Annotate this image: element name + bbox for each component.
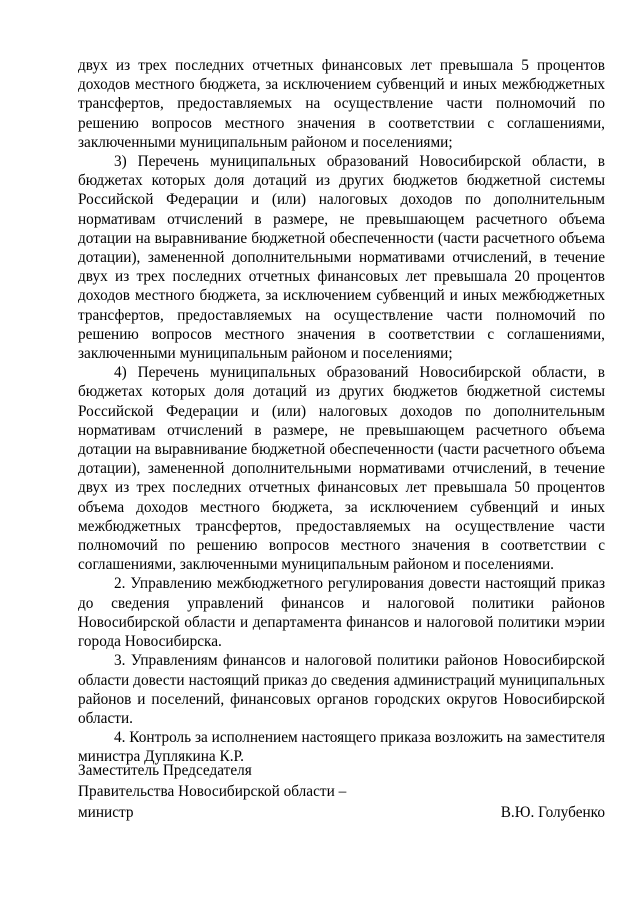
paragraph-item-4: 4. Контроль за исполнением настоящего приказа возложить на заместителя министра Дуплякина К.Р. [78, 729, 605, 766]
signature-block [78, 760, 605, 823]
signature-position-line-2: Правительства Новосибирской области – [78, 783, 347, 800]
paragraph-list-item-3: 3) Перечень муниципальных образований Новосибирской области, в бюджетах которых доля дотаций из других бюджетов бюджетной системы Российской Федерации и (или) налоговых доходов по дополнительным нормативам отчислений в размере, не превышающем расчетного объема дотации на выравнивание бюджетной обеспеченности (части расчетного объема дотации), замененной дополнительными нормативами отчислений, в течение двух из трех последних отчетных финансовых лет превышала 20 процентов доходов местного бюджета, за исключением субвенций и иных межбюджетных трансфертов, предоставляемых на осуществление части полномочий по решению вопросов местного значения в соответствии с соглашениями, заключенными муниципальным районом и поселениями; [78, 153, 605, 363]
paragraph-item-3: 3. Управлениям финансов и налоговой политики районов Новосибирской области довести настоящий приказ до сведения администраций муниципальных районов и поселений, финансовых органов городских округов Новосибирской области. [78, 652, 605, 727]
paragraph-item-2: 2. Управлению межбюджетного регулирования довести настоящий приказ до сведения управлений финансов и налоговой политики районов Новосибирской области и департамента финансов и налоговой политики мэрии города Новосибирска. [78, 575, 605, 651]
signature-position-line-1: Заместитель Председателя [78, 762, 252, 779]
signature-last-row [78, 802, 605, 823]
signature-position-line-3: министр [78, 804, 134, 821]
document-body [78, 56, 605, 767]
paragraph-list-item-4: 4) Перечень муниципальных образований Новосибирской области, в бюджетах которых доля дотаций из других бюджетов бюджетной системы Российской Федерации и (или) налоговых доходов по дополнительным нормативам отчислений в размере, не превышающем расчетного объема дотации на выравнивание бюджетной обеспеченности (части расчетного объема дотации), замененной дополнительными нормативами отчислений, в течение двух из трех последних отчетных финансовых лет превышала 50 процентов объема доходов местного бюджета, за исключением субвенций и иных межбюджетных трансфертов, предоставляемых на осуществление части полномочий по решению вопросов местного значения в соответствии с соглашениями, заключенными муниципальным районом и поселениями. [78, 364, 605, 574]
signatory-name: В.Ю. Голубенко [500, 804, 605, 821]
paragraph-continuation: двух из трех последних отчетных финансовых лет превышала 5 процентов доходов местного бюджета, за исключением субвенций и иных межбюджетных трансфертов, предоставляемых на осуществление части полномочий по решению вопросов местного значения в соответствии с соглашениями, заключенными муниципальным районом и поселениями; [78, 57, 605, 151]
